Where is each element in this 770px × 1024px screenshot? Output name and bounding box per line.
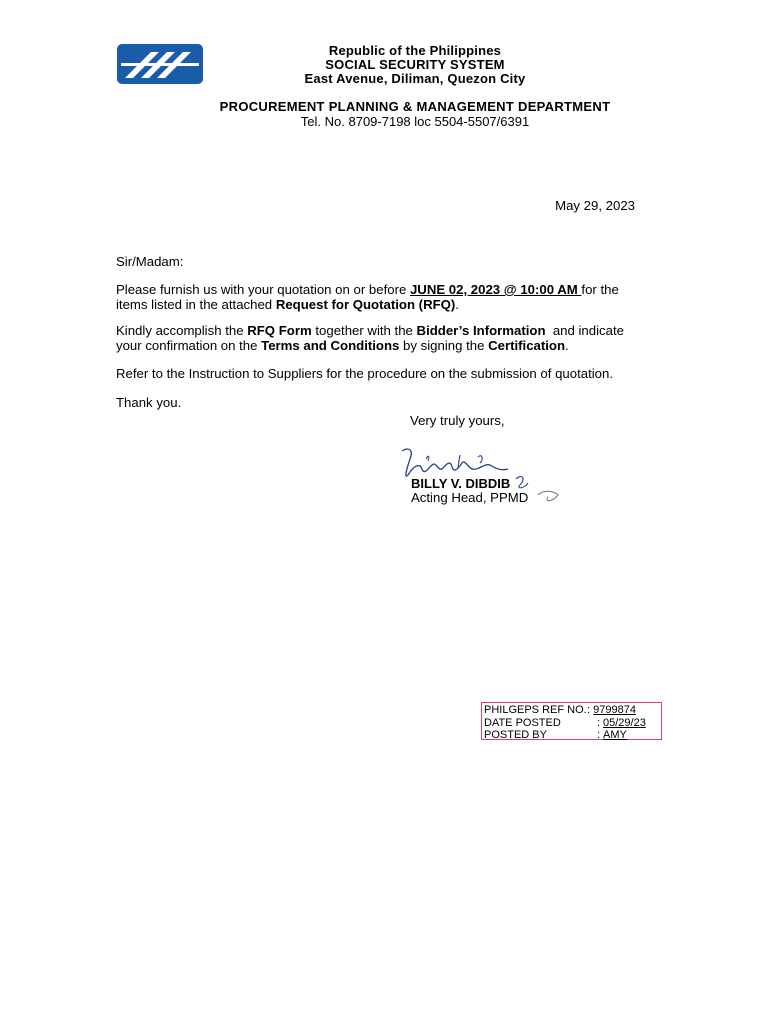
letter-date: May 29, 2023 [555, 198, 635, 213]
closing: Very truly yours, [410, 413, 505, 428]
text: by signing the [399, 338, 489, 353]
text: together with the [311, 323, 417, 338]
ref-colon: : [597, 729, 604, 741]
ref-row-philgeps [484, 704, 661, 717]
ref-value: 05/29/23 [603, 716, 646, 729]
deadline: JUNE 02, 2023 @ 10:00 AM [409, 282, 582, 297]
ref-row-date-posted [484, 717, 661, 730]
ref-label: PHILGEPS REF NO. [484, 704, 587, 716]
philgeps-reference-box [481, 702, 662, 740]
header-republic: Republic of the Philippines [328, 43, 502, 58]
text: items listed in the attached [116, 297, 276, 312]
text: your confirmation on the [116, 338, 262, 353]
signatory-name: BILLY V. DIBDIB [411, 476, 511, 491]
certification: Certification [488, 338, 566, 353]
ref-row-posted-by [484, 729, 661, 742]
bidder-information: Bidder’s Information [416, 323, 546, 338]
text: Please furnish us with your quotation on or before [116, 282, 410, 297]
text: and indicate [545, 323, 624, 338]
header-address: East Avenue, Diliman, Quezon City [304, 71, 526, 86]
ref-value: AMY [603, 729, 627, 741]
rfq-form: RFQ Form [247, 323, 312, 338]
rfq-reference: Request for Quotation (RFQ) [275, 297, 456, 312]
paragraph-refer: Refer to the Instruction to Suppliers for the procedure on the submission of quotation. [116, 366, 614, 381]
paragraph-quotation [116, 282, 706, 312]
ref-colon: : [597, 716, 604, 729]
salutation: Sir/Madam: [116, 254, 184, 269]
ref-label: DATE POSTED [484, 716, 561, 729]
department-name: PROCUREMENT PLANNING & MANAGEMENT DEPARTMENT [219, 99, 611, 114]
signatory-title: Acting Head, PPMD [411, 490, 529, 505]
paragraph-instructions [116, 323, 706, 353]
ref-label: POSTED BY [484, 729, 547, 741]
sss-logo-icon [117, 44, 203, 84]
ref-colon: : [587, 704, 594, 716]
text: . [565, 338, 569, 353]
header-organization: SOCIAL SECURITY SYSTEM [325, 57, 505, 72]
text: Kindly accomplish the [116, 323, 248, 338]
terms-and-conditions: Terms and Conditions [261, 338, 400, 353]
text: . [455, 297, 459, 312]
department-telephone: Tel. No. 8709-7198 loc 5504-5507/6391 [300, 114, 530, 129]
ref-value: 9799874 [593, 704, 636, 716]
thank-you: Thank you. [116, 395, 182, 410]
text: for the [581, 282, 619, 297]
